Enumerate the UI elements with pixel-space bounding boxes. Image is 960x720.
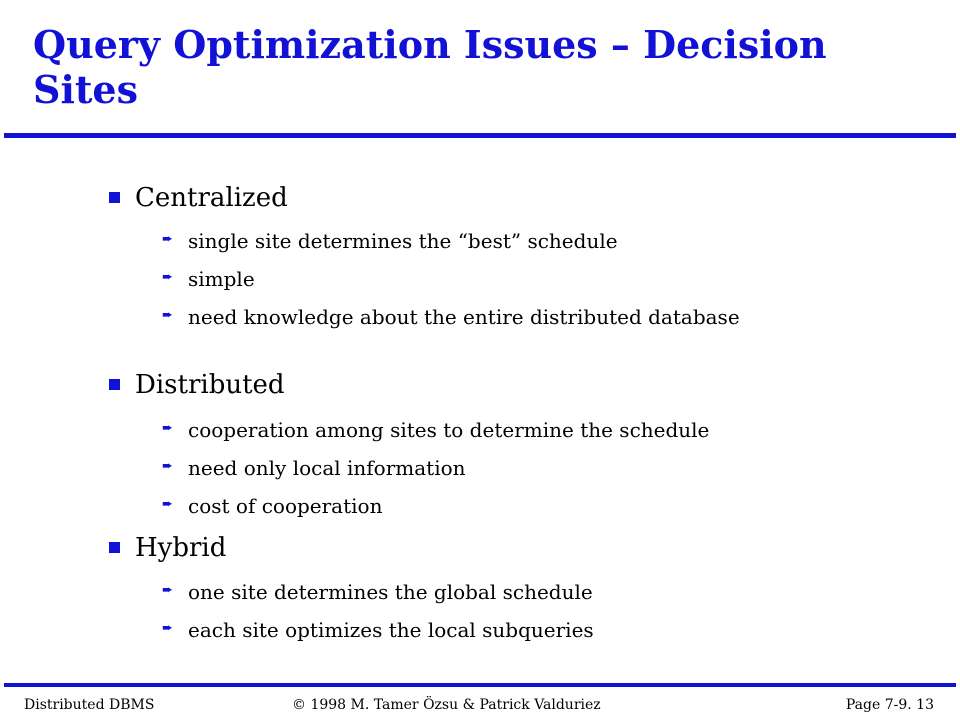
subitem	[162, 305, 838, 329]
footer-course: Distributed DBMS	[24, 697, 155, 713]
bullet-distributed	[135, 369, 285, 401]
subitem	[162, 418, 838, 442]
subitem-text: need only local information	[188, 456, 466, 480]
subitem	[162, 580, 838, 604]
bullet-label: Centralized	[135, 183, 288, 213]
footer-page-number: Page 7-9. 13	[845, 697, 934, 713]
arrow-bullet-icon: ➨	[162, 621, 173, 636]
slide-title: Query Optimization Issues – Decision Sites	[33, 22, 827, 112]
subitem	[162, 229, 838, 253]
subitem-text: single site determines the “best” schedule	[188, 229, 618, 253]
arrow-bullet-icon: ➨	[162, 583, 173, 598]
square-bullet-icon	[109, 192, 120, 203]
arrow-bullet-icon: ➨	[162, 270, 173, 285]
subitem-text: cost of cooperation	[188, 494, 383, 518]
square-bullet-icon	[109, 379, 120, 390]
arrow-bullet-icon: ➨	[162, 232, 173, 247]
bullet-label: Distributed	[135, 370, 285, 400]
arrow-bullet-icon: ➨	[162, 308, 173, 323]
subitem-text: need knowledge about the entire distributed database	[188, 305, 740, 329]
subitem-text: one site determines the global schedule	[188, 580, 593, 604]
bullet-centralized	[135, 182, 288, 214]
subitem	[162, 456, 838, 480]
square-bullet-icon	[109, 542, 120, 553]
arrow-bullet-icon: ➨	[162, 421, 173, 436]
bullet-label: Hybrid	[135, 533, 227, 563]
arrow-bullet-icon: ➨	[162, 497, 173, 512]
footer-divider	[4, 683, 956, 687]
subitem-text: simple	[188, 267, 255, 291]
subitem-text: each site optimizes the local subqueries	[188, 618, 594, 642]
subitem	[162, 618, 838, 642]
footer-copyright: © 1998 M. Tamer Özsu & Patrick Valduriez	[292, 697, 601, 713]
subitem	[162, 494, 838, 518]
arrow-bullet-icon: ➨	[162, 459, 173, 474]
subitem	[162, 267, 838, 291]
bullet-hybrid	[135, 532, 226, 564]
subitem-text: cooperation among sites to determine the schedule	[188, 418, 710, 442]
